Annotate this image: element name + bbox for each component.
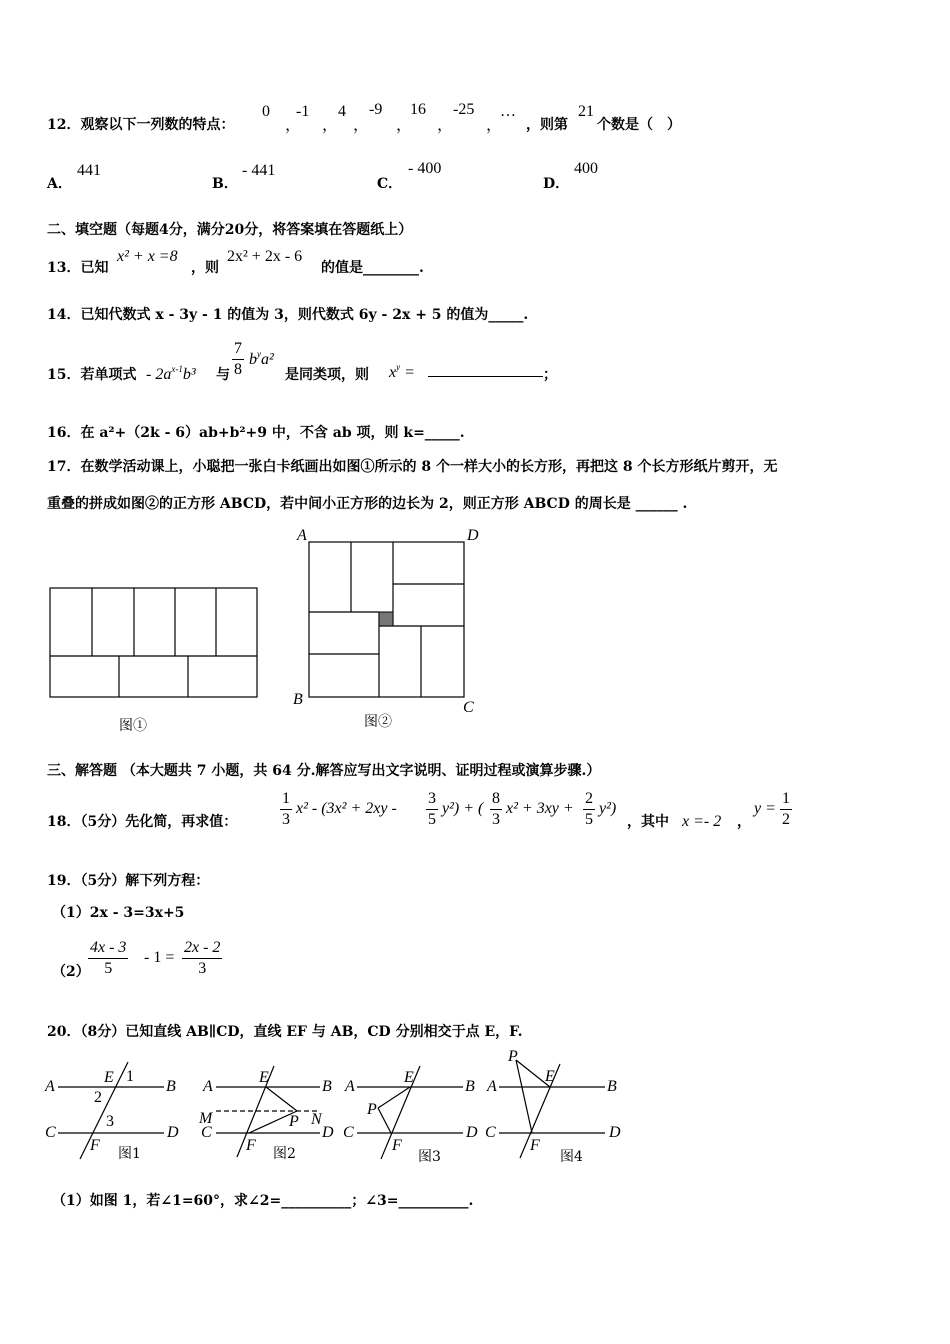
fig4-label-e: E bbox=[545, 1068, 555, 1085]
q14-text: 14．已知代数式 x - 3y - 1 的值为 3，则代数式 6y - 2x + 5 的值为_____. bbox=[47, 307, 529, 323]
sep: ， bbox=[285, 117, 302, 134]
q12-option-c-label: C． bbox=[377, 176, 403, 192]
q12-seq-0: 0 bbox=[262, 103, 270, 120]
q12-tail1: ，则第 bbox=[526, 117, 568, 133]
fig1-label-f: F bbox=[90, 1137, 100, 1154]
fig4-label-f: F bbox=[530, 1137, 540, 1154]
q12-option-c-value: - 400 bbox=[408, 160, 442, 177]
fig2-label-a: A bbox=[297, 527, 307, 544]
q12-option-d-value: 400 bbox=[574, 160, 598, 177]
q13-a: 13．已知 bbox=[47, 260, 109, 276]
q19-part-2-label: （2） bbox=[52, 964, 90, 980]
sep: ， bbox=[396, 117, 413, 134]
q16-text: 16．在 a²+（2k - 6）ab+b²+9 中，不含 ab 项，则 k=_____. bbox=[47, 425, 465, 441]
q12-seq-2: 4 bbox=[338, 103, 346, 120]
q12-seq-4: 16 bbox=[410, 101, 426, 118]
q18-frac-1: $\frac{1}{3}$ bbox=[282, 790, 290, 828]
fig1-label-c: C bbox=[45, 1124, 56, 1141]
fig2-label-c: C bbox=[463, 699, 474, 716]
fig4-label-a: A bbox=[487, 1078, 497, 1095]
fig1-label-b: B bbox=[166, 1078, 176, 1095]
q18-frac-4: $\frac{2}{5}$ bbox=[585, 790, 593, 828]
q17-line-2: 重叠的拼成如图②的正方形 ABCD，若中间小正方形的边长为 2，则正方形 ABCD 的周长是 ______ . bbox=[47, 496, 688, 512]
q12-option-a-value: 441 bbox=[77, 162, 101, 179]
fig2-label-f: F bbox=[246, 1137, 256, 1154]
fig4-label-d: D bbox=[609, 1124, 621, 1141]
fig2-label-b: B bbox=[322, 1078, 332, 1095]
q12-seq-3: -9 bbox=[369, 101, 383, 118]
q12-seq-1: -1 bbox=[296, 103, 310, 120]
fig3-label-e: E bbox=[404, 1069, 414, 1086]
q12-option-b-value: - 441 bbox=[242, 162, 276, 179]
sep: ， bbox=[322, 117, 339, 134]
q15-b: 是同类项，则 bbox=[285, 367, 369, 383]
q18-mid: ，其中 bbox=[627, 814, 669, 830]
fig3-label-a: A bbox=[345, 1078, 355, 1095]
q15-monomial-2: $b^ya^2$ bbox=[249, 349, 274, 368]
fig4-caption: 图4 bbox=[560, 1149, 583, 1165]
fig2-label-n: N bbox=[311, 1111, 322, 1128]
fig4-label-c: C bbox=[485, 1124, 496, 1141]
fig4-label-b: B bbox=[607, 1078, 617, 1095]
fig2-label-e: E bbox=[259, 1069, 269, 1086]
fig1-angle-2: 2 bbox=[94, 1089, 102, 1106]
fig3-caption: 图3 bbox=[418, 1149, 441, 1165]
fig1-label-d: D bbox=[167, 1124, 179, 1141]
fig1-label-e: E bbox=[104, 1069, 114, 1086]
q19-stem: 19．（5分）解下列方程： bbox=[47, 873, 210, 889]
q15-fraction: $\frac{7}{8}$ bbox=[234, 340, 242, 378]
fig1-caption: 图1 bbox=[118, 1146, 141, 1162]
q12-n: 21 bbox=[578, 103, 594, 120]
q18-frac-3: $\frac{8}{3}$ bbox=[492, 790, 500, 828]
q12-seq-5: -25 bbox=[453, 101, 475, 118]
section-2-heading: 二、填空题（每题4分，满分20分，将答案填在答题纸上） bbox=[47, 222, 413, 238]
q18-y-eq: y = bbox=[754, 800, 776, 817]
q19-minus: - 1 = bbox=[144, 949, 175, 966]
q15-and: 与 bbox=[216, 367, 230, 383]
q19-frac-2: $\frac{2x - 2}{3}$ bbox=[184, 939, 221, 977]
q15-result: $x^y$ = bbox=[389, 362, 415, 381]
q15-end: ； bbox=[543, 367, 557, 383]
q13-expr: 2x² + 2x - 6 bbox=[227, 248, 303, 265]
q15-a: 15．若单项式 bbox=[47, 367, 137, 383]
q13-b: ，则 bbox=[191, 260, 219, 276]
q12-option-b-label: B． bbox=[212, 176, 238, 192]
fig2-caption: 图2 bbox=[273, 1146, 296, 1162]
fig2-label-b: B bbox=[293, 691, 303, 708]
q12-tail2: 个数是（ ） bbox=[597, 117, 681, 133]
q12-option-d-label: D． bbox=[543, 176, 570, 192]
q19-frac-1: $\frac{4x - 3}{5}$ bbox=[90, 939, 127, 977]
q12-stem: 12．观察以下一列数的特点： bbox=[47, 117, 235, 133]
q12-seq-6: … bbox=[500, 103, 516, 120]
q18-stem: 18．（5分）先化简，再求值： bbox=[47, 814, 238, 830]
section-3-heading: 三、解答题 （本大题共 7 小题，共 64 分.解答应写出文字说明、证明过程或演算步骤.） bbox=[47, 763, 601, 779]
fig2-label-c: C bbox=[201, 1124, 212, 1141]
fig1-label-a: A bbox=[45, 1078, 55, 1095]
fig3-label-d: D bbox=[466, 1124, 478, 1141]
q18-part-3: x² + 3xy + bbox=[506, 800, 574, 817]
q20-stem: 20．（8分）已知直线 AB∥CD，直线 EF 与 AB，CD 分别相交于点 E，F. bbox=[47, 1024, 523, 1040]
q17-line-1: 17．在数学活动课上，小聪把一张白卡纸画出如图①所示的 8 个一样大小的长方形，再把这 8 个长方形纸片剪开，无 bbox=[47, 459, 778, 475]
q18-part-1: x² - (3x² + 2xy - bbox=[296, 800, 397, 817]
q12-option-a-label: A． bbox=[47, 176, 72, 192]
q20-subquestion-1: （1）如图 1，若∠1=60°，求∠2=__________；∠3=__________. bbox=[52, 1193, 474, 1209]
fig1-angle-3: 3 bbox=[106, 1113, 114, 1130]
q15-monomial-1: - $2a^{x-1}b^3$ bbox=[146, 364, 196, 383]
fig1-angle-1: 1 bbox=[126, 1068, 134, 1085]
fig2-label-d: D bbox=[322, 1124, 334, 1141]
q18-part-2: y²) + ( bbox=[442, 800, 484, 817]
fig4-label-p: P bbox=[508, 1048, 518, 1065]
q19-part-1: （1）2x - 3=3x+5 bbox=[52, 905, 185, 921]
q17-figure-1-caption: 图① bbox=[119, 718, 147, 734]
q18-frac-5: $\frac{1}{2}$ bbox=[782, 790, 790, 828]
sep: ， bbox=[353, 117, 370, 134]
q17-figure-2-caption: 图② bbox=[364, 714, 392, 730]
fig2-label-d: D bbox=[467, 527, 479, 544]
q13-c: 的值是________. bbox=[321, 260, 424, 276]
q18-comma: ， bbox=[737, 814, 751, 830]
q18-frac-2: $\frac{3}{5}$ bbox=[428, 790, 436, 828]
sep: ， bbox=[486, 117, 503, 134]
fig3-label-c: C bbox=[343, 1124, 354, 1141]
fig2-label-p: P bbox=[289, 1113, 299, 1130]
sep: ， bbox=[437, 117, 454, 134]
q18-x-value: x =- 2 bbox=[682, 813, 722, 830]
fig2-label-a: A bbox=[203, 1078, 213, 1095]
fig3-label-b: B bbox=[465, 1078, 475, 1095]
q18-part-4: y²) bbox=[599, 800, 617, 817]
fig3-label-p: P bbox=[367, 1101, 377, 1118]
q13-cond: x² + x =8 bbox=[117, 248, 178, 265]
fig3-label-f: F bbox=[392, 1137, 402, 1154]
fig2-label-m: M bbox=[199, 1110, 213, 1127]
